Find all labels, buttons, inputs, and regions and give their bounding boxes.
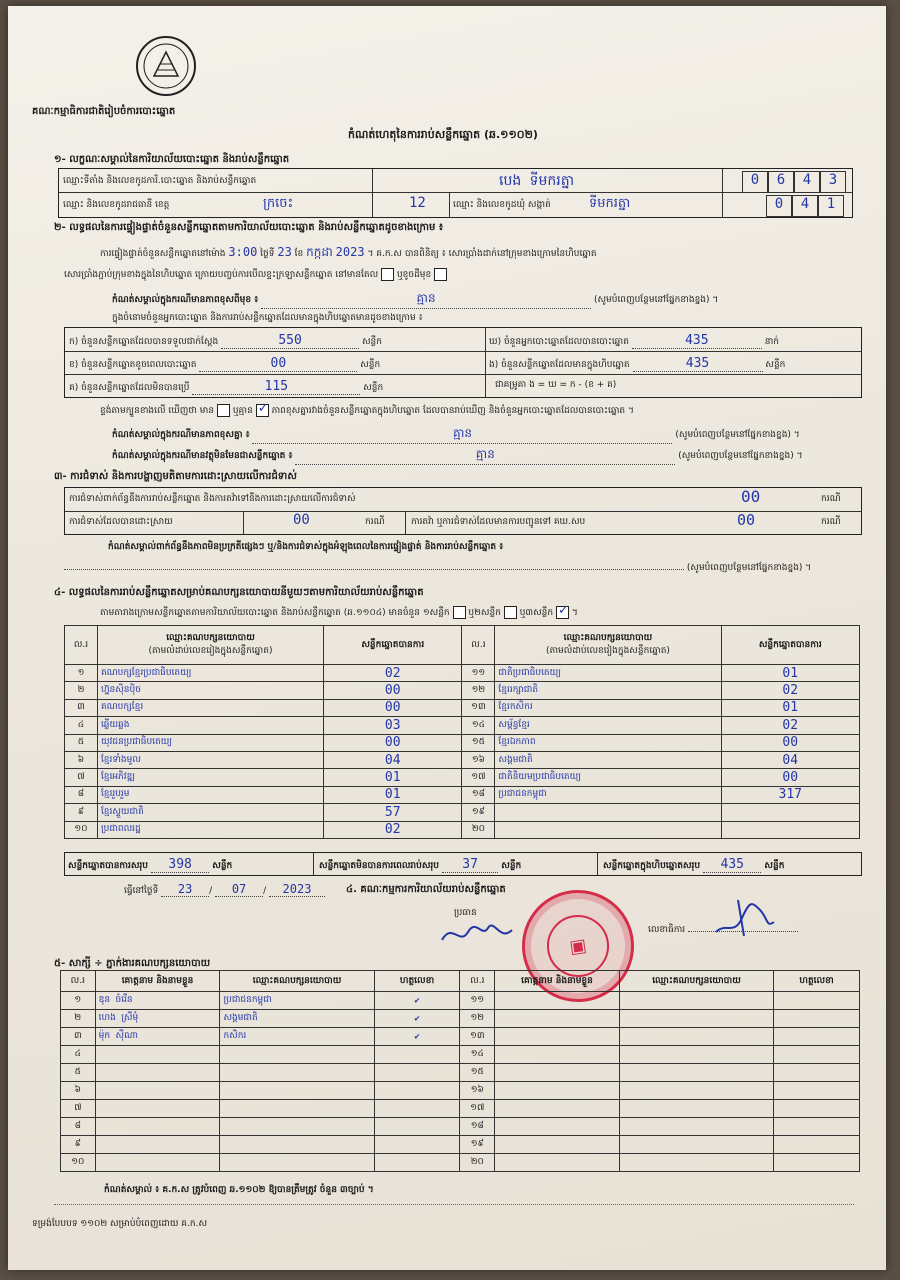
- one-sheet-checkbox[interactable]: [453, 606, 466, 619]
- location-code: 0 6 4 3: [742, 171, 846, 193]
- three-sheets-checkbox[interactable]: [556, 606, 569, 619]
- table-row: ១០ ប្រជាពលរដ្ឋ 02 ២០: [65, 821, 860, 838]
- difference-note: កំណត់សម្គាល់ក្នុងករណីមានភាពខុសពីមុខ ៖ គ្មាន (សូមបំពេញបន្ថែមនៅផ្នែកខាងខ្នង) ។: [112, 290, 718, 309]
- sheets-line: តាមតារាងក្រោមសន្លឹកឆ្នោតតាមការិយាល័យបោះឆ្នោត និងរាប់សន្លឹកឆ្នោត (ឆ.១១០៤) មានចំនួន ១សន្លឹក ឬ២សន្លឹក ឬ៣សន្លឹក ✓ ។: [100, 606, 578, 620]
- commune-label: ឈ្មោះ និងលេខកូដឃុំ សង្កាត់: [453, 200, 551, 210]
- two-sheets-checkbox[interactable]: [504, 606, 517, 619]
- party-results-table: [64, 625, 860, 839]
- witness-table-header: ល.រ គោត្តនាម និងនាមខ្លួន ឈ្មោះគណបក្សនយោបាយ ហត្ថលេខា ល.រ គោត្តនាម និងនាមខ្លួន ឈ្មោះគណបក្សនយោបាយ ហត្ថលេខា: [61, 971, 860, 992]
- province-value: ក្រចេះ: [263, 196, 294, 211]
- table-row: ១ គណបក្សខ្មែរប្រជាធិបតេយ្យ 02 ១១ ជាតិប្រជាធិបតេយ្យ 01: [65, 665, 860, 682]
- table-row: ៧ ខ្មែរអភិវឌ្ឍ 01 ១៧ ជាតិនិយមប្រជាធិបតេយ្យ 00: [65, 769, 860, 786]
- party-table-header: ល.រ ឈ្មោះគណបក្សនយោបាយ (តាមលំដាប់លេខរៀងក្នុងសន្លឹកឆ្នោត) សន្លឹកឆ្នោតបានការ ល.រ ឈ្មោះគណបក្សនយោបាយ (តាមលំដាប់លេខរៀងក្នុងសន្លឹកឆ្នោត) សន្លឹកឆ្នោតបានការ: [65, 626, 860, 665]
- intact-checkbox[interactable]: [381, 268, 394, 281]
- document-title: កំណត់ហេតុនៃការរាប់សន្លឹកឆ្នោត (ឆ.១១០២): [348, 128, 538, 141]
- table-row: ៦ ខ្មែរទាំងមូល 04 ១៦ សង្គមជាតិ 04: [65, 751, 860, 768]
- form-reference: ទម្រង់បែបបទ ១១០២ សម្រាប់បំពេញដោយ គ.ក.ស: [32, 1219, 208, 1229]
- footer-note: កំណត់សម្គាល់ ៖ គ.ក.ស ត្រូវបំពេញ ឆ.១១០២ ឱ្យបានត្រឹមត្រូវ ចំនួន ៣ច្បាប់ ។: [104, 1185, 374, 1195]
- province-label: ឈ្មោះ និងលេខកូដរាជធានី ខេត្ត: [63, 200, 170, 210]
- document-page: [8, 6, 886, 1270]
- chair-signature-icon: [438, 916, 518, 952]
- commission-name: គណៈកម្មាធិការជាតិរៀបចំការបោះឆ្នោត: [32, 106, 176, 117]
- location-label: ឈ្មោះទីតាំង និងលេខកូដការិ.បោះឆ្នោត និងរាប់សន្លឹកឆ្នោត: [63, 176, 257, 186]
- section2-title: ២- លទ្ធផលនៃការផ្ទៀងផ្ទាត់ចំនួនសន្លឹកឆ្នោតតាមការិយាល័យបោះឆ្នោត និងរាប់សន្លឹកឆ្នោតដូចខាងក្រោម ៖: [54, 222, 444, 233]
- section5-title: ៥- សាក្សី ÷ ភ្នាក់ងារគណបក្សនយោបាយ: [54, 958, 211, 969]
- chair-label: ប្រធាន: [454, 908, 477, 918]
- table-row: ២ ហ្វ៊ុនស៊ិនប៉ិច 00 ១២ ខ្មែររក្សាជាតិ 02: [65, 682, 860, 699]
- totals-row: [64, 852, 862, 876]
- table-row: ៤ ឆ្លើយឆ្លង 03 ១៤ សម្ព័ន្ធខ្មែរ 02: [65, 717, 860, 734]
- section3-title: ៣- ការជំទាស់ និងការបង្ហាញមតិតាមការដោះស្រាយលើការជំទាស់: [54, 471, 297, 482]
- total-invalid: សន្លឹកឆ្នោតមិនបានការពេលរាប់សរុប 37 សន្លឹក: [319, 857, 522, 872]
- table-row: ៧ ១៧: [61, 1100, 860, 1118]
- counts-table: [64, 327, 862, 398]
- commune-code: 0 4 1: [766, 195, 844, 217]
- voters-count: ឃ) ចំនួនអ្នកបោះឆ្នោតដែលបានបោះឆ្នោត 435 នាក់: [489, 333, 780, 348]
- table-row: ៥ យុវជនប្រជាធិបតេយ្យ 00 ១៥ ខ្មែរឯកភាព 00: [65, 734, 860, 751]
- total-valid: សន្លឹកឆ្នោតបានការសរុប 398 សន្លឹក: [68, 857, 233, 872]
- table-row: ៣ គណបក្សខ្មែរ 00 ១៣ ខ្មែរកសិករ 01: [65, 699, 860, 716]
- table-row: ១ ឌុន ចំរើន ប្រជាជនកម្ពុជា ✔ ១១: [61, 992, 860, 1010]
- table-row: ៨ ខ្មែររួបរួម 01 ១៨ ប្រជាជនកម្ពុជា 317: [65, 786, 860, 803]
- signing-date: ធ្វើនៅថ្ងៃទី 23 / 07 / 2023: [124, 882, 325, 898]
- has-difference-checkbox[interactable]: [217, 404, 230, 417]
- spoiled-ballots: ខ) ចំនួនសន្លឹកឆ្នោតខូចពេលបោះឆ្នោត 00 សន្លឹក: [69, 356, 381, 371]
- box-ballots: ង) ចំនួនសន្លឹកឆ្នោតដែលមានក្នុងហិបឆ្នោត 435 សន្លឹក: [489, 356, 786, 371]
- difference-remark: កំណត់សម្គាល់ក្នុងករណីមានភាពខុសគ្នា ៖ គ្មាន (សូមបំពេញបន្ថែមនៅផ្នែកខាងខ្នង) ។: [112, 425, 800, 444]
- irregularities-line: (សូមបំពេញបន្ថែមនៅផ្នែកខាងខ្នង) ។: [64, 562, 811, 575]
- resolved-label: ការជំទាស់ដែលបានដោះស្រាយ: [69, 517, 173, 527]
- section1-table: [58, 168, 853, 218]
- province-code: 12: [409, 195, 426, 211]
- total-in-box: សន្លឹកឆ្នោតក្នុងហិបឆ្នោតសរុប 435 សន្លឹក: [603, 857, 785, 872]
- no-difference-checkbox[interactable]: [256, 404, 269, 417]
- counts-intro: ក្នុងចំនោមចំនួនអ្នកបោះឆ្នោត និងការរាប់សន្លឹកឆ្នោតដែលមានក្នុងហិបឆ្នោតមានដូចខាងក្រោម ៖: [112, 313, 423, 323]
- table-row: ៦ ១៦: [61, 1082, 860, 1100]
- referred-label: ការតវ៉ា ឬការជំទាស់ដែលមានការបញ្ជូនទៅ គឃ.សប: [411, 517, 586, 527]
- complaints-label: ការជំទាស់ពាក់ព័ន្ធនឹងការរាប់សន្លឹកឆ្នោត និងការតវ៉ាទៅនឹងការដោះស្រាយលើការជំទាស់: [69, 494, 356, 504]
- national-emblem-icon: [134, 34, 198, 98]
- secretary-line: លេខាធិការ: [648, 924, 798, 937]
- secretary-signature-icon: [708, 892, 778, 944]
- section4-title: ៤- លទ្ធផលនៃការរាប់សន្លឹកឆ្នោតសម្រាប់គណបក្សនយោបាយនីមួយៗតាមការិយាល័យរាប់សន្លឹកឆ្នោត: [54, 587, 424, 598]
- received-ballots: ក) ចំនួនសន្លឹកឆ្នោតដែលបានទទួលជាក់ស្តែង 550 សន្លឹក: [69, 333, 382, 348]
- table-row: ៩ ១៩: [61, 1136, 860, 1154]
- referred-value: 00: [737, 511, 756, 529]
- commune-value: ទីមករត្នា: [589, 196, 631, 211]
- table-row: ៩ ខ្មែរស្ទួយជាតិ 57 ១៩: [65, 804, 860, 821]
- table-row: ៨ ១៨: [61, 1118, 860, 1136]
- irregularities-note: កំណត់សម្គាល់ពាក់ព័ន្ធនឹងភាពមិនប្រក្រតីផ្សេងៗ ឬ/និងការជំទាស់ក្នុងអំឡុងពេលនៃការផ្ទៀងផ្ទាត់ និងការរាប់សន្លឹកឆ្នោត ៖: [108, 542, 504, 552]
- complaints-value: 00: [741, 487, 761, 506]
- verification-line: ការផ្ទៀងផ្ទាត់ចំនួនសន្លឹកឆ្នោតនៅម៉ោង 3:00 ថ្ងៃទី 23 ខែ កក្កដា 2023 ។ គ.ក.ស បានពិនិត្យ ៖ សោរប្រាំងដាក់នៅក្រុមខាងក្រោមនៃហិបឆ្នោត: [100, 245, 597, 259]
- resolved-value: 00: [293, 512, 310, 528]
- table-row: ២ ហេង ស្រីមុំ សង្គមជាតិ ✔ ១២: [61, 1010, 860, 1028]
- committee-label: ៤. គណៈកម្មការការិយាល័យរាប់សន្លឹកឆ្នោត: [346, 884, 506, 895]
- unused-ballots: គ) ចំនួនសន្លឹកឆ្នោតដែលមិនបានប្រើ 115 សន្លឹក: [69, 379, 384, 394]
- formula: ជាគម្រូគា ង = ឃ = ក - (ខ + គ): [495, 380, 617, 390]
- discrepancy-line: ខ្ទង់តាមក្បួនខាងលើ ឃើញថា មាន ឬគ្មាន ✓ ភាពខុសគ្នារវាងចំនួនសន្លឹកឆ្នោតក្នុងហិបឆ្នោត ដែលបានរាប់ឃើញ និងចំនួនអ្នកបោះឆ្នោតដែលបានបោះឆ្នោត ។: [100, 404, 634, 418]
- foreign-object-remark: កំណត់សម្គាល់ក្នុងករណីមានវត្ថុមិនមែនជាសន្លឹកឆ្នោត ៖ គ្មាន (សូមបំពេញបន្ថែមនៅផ្នែកខាងខ្នង) ។: [112, 446, 803, 465]
- seal-line: សោរប្រាំងភ្ជាប់ក្រុមខាងក្នុងនៃហិបឆ្នោត ក្រោយបញ្ចប់ការបើលខ្ទះក្រឡាសន្លឹកឆ្នោត នៅមានតែល ឬខូចដីមុខ: [64, 268, 447, 282]
- table-row: ៥ ១៥: [61, 1064, 860, 1082]
- damaged-checkbox[interactable]: [434, 268, 447, 281]
- complaints-table: ការជំទាស់ពាក់ព័ន្ធនឹងការរាប់សន្លឹកឆ្នោត និងការតវ៉ាទៅនឹងការដោះស្រាយលើការជំទាស់ 00 ករណី ការជំទាស់ដែលបានដោះស្រាយ 00 ករណី ការតវ៉ា ឬការជំទាស់ដែលមានការបញ្ជូនទៅ គឃ.សប 00 ករណី: [64, 487, 862, 535]
- witness-table: [60, 970, 860, 1172]
- section1-title: ១- លក្ខណៈសម្គាល់នៃការិយាល័យបោះឆ្នោត និងរាប់សន្លឹកឆ្នោត: [54, 154, 290, 165]
- table-row: ៣ ម៉ុក ស៊ីណា កសិករ ✔ ១៣: [61, 1028, 860, 1046]
- table-row: ១០ ២០: [61, 1154, 860, 1172]
- location-value: បេង ទីមករត្នា: [499, 173, 575, 189]
- table-row: ៤ ១៤: [61, 1046, 860, 1064]
- official-stamp-icon: ▣: [515, 883, 641, 1009]
